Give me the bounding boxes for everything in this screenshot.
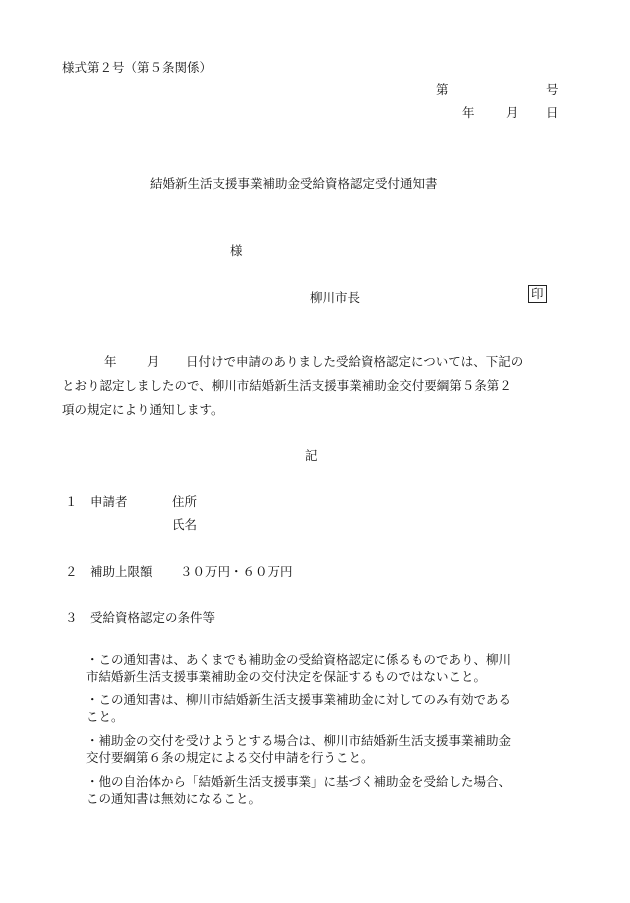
item1-label: 申請者 [90, 494, 128, 509]
item1-name: 氏名 [172, 517, 198, 532]
condition-line: 市結婚新生活支援事業補助金の交付決定を保証するものではないこと。 [86, 669, 487, 684]
body-line3: 項の規定により通知します。 [62, 402, 224, 417]
item2-label: 補助上限額 [90, 564, 153, 579]
doc-number-prefix: 第 [436, 82, 449, 97]
condition-line: この通知書は無効になること。 [86, 791, 262, 806]
body-year: 年 [104, 354, 117, 369]
item2-number: ２ [65, 564, 78, 579]
doc-number-suffix: 号 [546, 82, 559, 97]
condition-line: 交付要綱第６条の規定による交付申請を行うこと。 [86, 750, 374, 765]
item1-address: 住所 [172, 494, 198, 509]
condition-line: ・この通知書は、柳川市結婚新生活支援事業補助金に対してのみ有効である [86, 692, 512, 707]
condition-line: ・他の自治体から「結婚新生活支援事業」に基づく補助金を受給した場合、 [86, 774, 512, 789]
item3-number: ３ [65, 610, 78, 625]
body-line1-text: 日付けで申請のありました受給資格認定については、下記の [186, 354, 524, 369]
ki-heading: 記 [305, 448, 318, 463]
date-day: 日 [546, 105, 559, 120]
condition-line: ・補助金の交付を受けようとする場合は、柳川市結婚新生活支援事業補助金 [86, 733, 512, 748]
body-month: 月 [147, 354, 160, 369]
date-year: 年 [462, 105, 475, 120]
condition-line: ・この通知書は、あくまでも補助金の受給資格認定に係るものであり、柳川 [86, 652, 512, 667]
seal-mark [528, 285, 547, 303]
item3-label: 受給資格認定の条件等 [90, 610, 216, 625]
date-month: 月 [506, 105, 519, 120]
document-title: 結婚新生活支援事業補助金受給資格認定受付通知書 [150, 176, 438, 191]
seal-label: 印 [528, 285, 547, 303]
body-line2: とおり認定しましたので、柳川市結婚新生活支援事業補助金交付要綱第５条第２ [62, 378, 512, 393]
form-label: 様式第２号（第５条関係） [62, 60, 213, 75]
sender-name: 柳川市長 [310, 290, 361, 305]
addressee-suffix: 様 [230, 243, 243, 258]
condition-line: こと。 [86, 709, 124, 724]
item1-number: １ [65, 494, 78, 509]
item2-value: ３０万円・６０万円 [180, 564, 293, 579]
